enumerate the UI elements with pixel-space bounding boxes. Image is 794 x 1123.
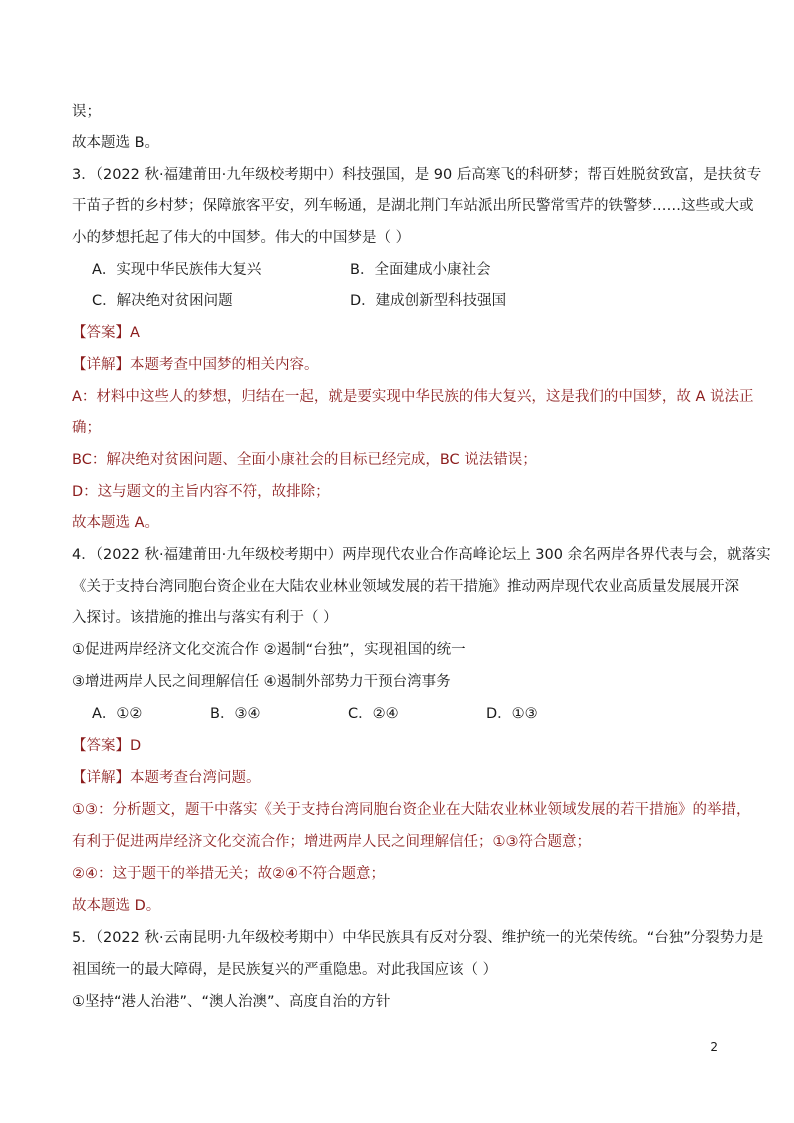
question-3-stem: 干苗子哲的乡村梦；保障旅客平安，列车畅通，是湖北荆门车站派出所民警常雪芹的铁警梦……这些或大或 [72, 198, 754, 214]
text-line: 故本题选 B。 [72, 135, 160, 151]
question-3-stem: 小的梦想托起了伟大的中国梦。伟大的中国梦是（ ） [72, 230, 411, 246]
option-a: A．实现中华民族伟大复兴 [92, 262, 262, 278]
option-d: D．建成创新型科技强国 [350, 293, 507, 309]
page-number: 2 [710, 1040, 718, 1054]
explanation-text: A：材料中这些人的梦想，归结在一起，就是要实现中华民族的伟大复兴，这是我们的中国梦，故 A 说法正 [72, 389, 754, 405]
statement-line: ①坚持“港人治港”、“澳人治澳”、高度自治的方针 [72, 994, 391, 1010]
answer-label: 【答案】A [72, 325, 140, 341]
question-4-stem: 4．（2022 秋·福建莆田·九年级校考期中）两岸现代农业合作高峰论坛上 300 余名两岸各界代表与会，就落实 [72, 547, 771, 563]
question-5-stem: 5．（2022 秋·云南昆明·九年级校考期中）中华民族具有反对分裂、维护统一的光荣传统。“台独”分裂势力是 [72, 930, 764, 946]
option-a: A．①② [92, 706, 143, 722]
statement-line: ①促进两岸经济文化交流合作 ②遏制“台独”，实现祖国的统一 [72, 642, 466, 658]
explanation-text: BC：解决绝对贫困问题、全面小康社会的目标已经完成，BC 说法错误； [72, 452, 537, 468]
text-line: 误； [72, 104, 101, 120]
question-3-stem: 3．（2022 秋·福建莆田·九年级校考期中）科技强国，是 90 后高寒飞的科研梦；帮百姓脱贫致富，是扶贫专 [72, 167, 762, 183]
explanation-text: ②④：这于题干的举措无关；故②④不符合题意； [72, 866, 385, 882]
option-c: C．②④ [348, 706, 399, 722]
answer-label: 【答案】D [72, 738, 142, 754]
question-4-stem: 《关于支持台湾同胞台资企业在大陆农业林业领域发展的若干措施》推动两岸现代农业高质量发展展开深 [72, 579, 739, 595]
explanation-label: 【详解】本题考查中国梦的相关内容。 [72, 357, 319, 373]
explanation-text: 有利于促进两岸经济文化交流合作；增进两岸人民之间理解信任；①③符合题意； [72, 834, 591, 850]
statement-line: ③增进两岸人民之间理解信任 ④遏制外部势力干预台湾事务 [72, 674, 451, 690]
explanation-label: 【详解】本题考查台湾问题。 [72, 770, 261, 786]
option-b: B．全面建成小康社会 [350, 262, 491, 278]
question-5-stem: 祖国统一的最大障碍，是民族复兴的严重隐患。对此我国应该（ ） [72, 962, 498, 978]
option-b: B．③④ [210, 706, 261, 722]
conclusion-text: 故本题选 A。 [72, 515, 160, 531]
conclusion-text: 故本题选 D。 [72, 898, 161, 914]
explanation-text: D：这与题文的主旨内容不符，故排除； [72, 484, 330, 500]
explanation-text: 确； [72, 420, 101, 436]
option-c: C．解决绝对贫困问题 [92, 293, 233, 309]
question-4-stem: 入探讨。该措施的推出与落实有利于（ ） [72, 610, 338, 626]
explanation-text: ①③：分析题文，题干中落实《关于支持台湾同胞台资企业在大陆农业林业领域发展的若干措施》的举措， [72, 802, 751, 818]
option-d: D．①③ [486, 706, 538, 722]
